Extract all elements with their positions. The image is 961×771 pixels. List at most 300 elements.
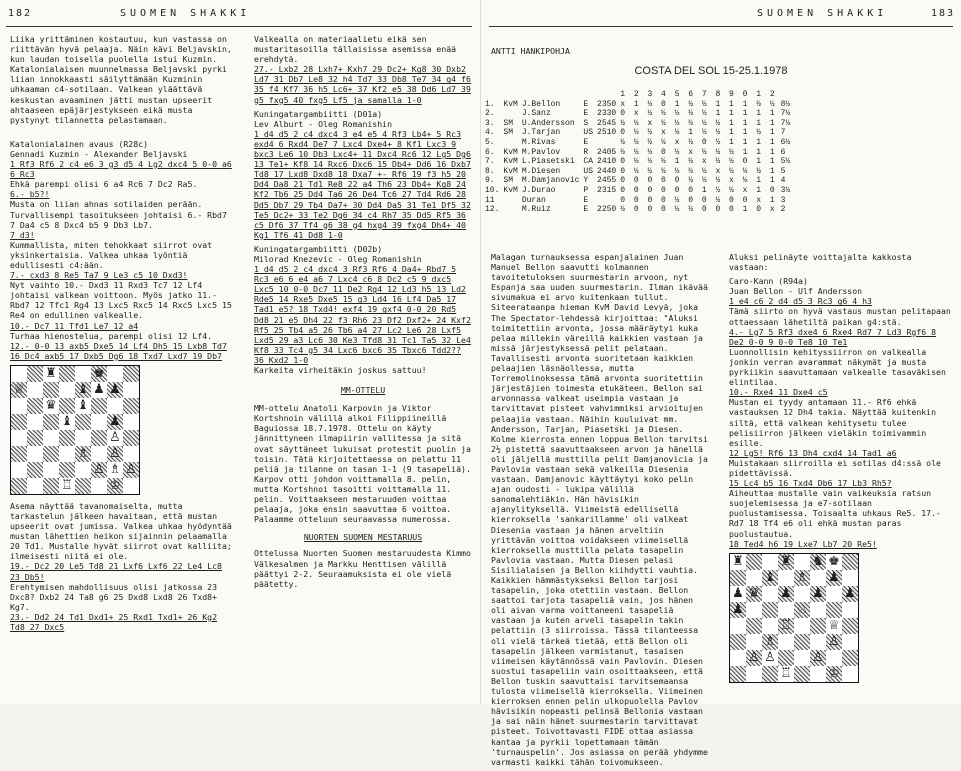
table-cell-pts: 7½ <box>780 109 791 119</box>
board-square <box>75 366 91 382</box>
board-square <box>730 602 746 618</box>
board-square <box>826 586 842 602</box>
table-cell-pts: 2 <box>780 205 786 215</box>
table-cell-c: E <box>583 205 589 215</box>
table-cell-c: E <box>583 99 589 109</box>
players: Milorad Knezevic - Oleg Romanishin <box>254 253 422 264</box>
table-row <box>483 119 792 129</box>
board-square <box>778 554 794 570</box>
table-cell-res: ½ ½ x ½ ½ ½ ½ ½ 1 1 1 1 <box>620 118 777 128</box>
chess-piece-icon: ♚ <box>828 554 840 570</box>
board-square <box>91 446 107 462</box>
table-cell-name: L.Piasetski <box>521 157 575 167</box>
chess-piece-icon: ♚ <box>93 366 105 382</box>
board-square <box>794 586 810 602</box>
chess-piece-icon: ♖ <box>780 618 792 634</box>
players: Gennadi Kuzmin - Alexander Beljavski <box>10 148 188 159</box>
board-square <box>59 478 75 494</box>
board-square <box>746 618 762 634</box>
table-cell-c: E <box>583 137 589 147</box>
table-cell-t <box>501 109 519 119</box>
comment: Erehtymisen mahdollisuus olisi jatkossa 23 Dxc8? Dxb2 24 Ta8 g6 25 Dxd8 Lxd8 26 Txd8+ Kg7. <box>10 581 218 612</box>
board-square <box>91 414 107 430</box>
table-cell-name: U.Andersson <box>521 118 575 128</box>
moves: 1 e4 c6 2 d4 d5 3 Rc3 g6 4 h3 <box>729 296 872 307</box>
board-square <box>746 666 762 682</box>
chess-piece-icon: ♜ <box>45 366 57 382</box>
board-square <box>75 382 91 398</box>
chess-piece-icon: ♟ <box>93 382 105 398</box>
board-square <box>746 586 762 602</box>
board-square <box>842 554 858 570</box>
board-square <box>794 554 810 570</box>
comment: Musta on liian ahnas sotilaiden perään. Turvallisempi tasoitukseen johtaisi 6.- Rbd7 7 Da4 c5 8 Dxc4 b5 9 Db3 Lb7. <box>10 199 227 230</box>
moves: 6.- b5?! <box>10 189 50 200</box>
moves: 19.- Dc2 20 Le5 Td8 21 Lxf6 Lxf6 22 Le4 Lc8 23 Db5! <box>10 561 222 582</box>
chess-piece-icon: ♟ <box>732 586 744 602</box>
board-square <box>123 430 139 446</box>
table-cell-t: SM <box>503 176 514 186</box>
board-square <box>11 430 27 446</box>
table-cell-t: SM <box>503 118 514 128</box>
comment: Mustan ei tyydy antamaan 11.- Rf6 ehkä vastauksen 12 Dh4 takia. Näyttää kuitenkin siltä, että valkean kehitysetu tulee pelisiirron jälkeen vieläkin toimivammin esille. <box>729 397 937 448</box>
table-cell-r: 2455 <box>597 176 617 186</box>
table-cell-c: R <box>583 147 589 157</box>
board-square <box>778 650 794 666</box>
table-cell-r: 2545 <box>597 118 617 128</box>
header-rule <box>489 26 953 27</box>
table-cell-c: S <box>583 118 589 128</box>
table-cell-r: 2315 <box>597 185 617 195</box>
table-cell-pts: 7½ <box>780 118 791 128</box>
table-cell-pts: 3½ <box>780 185 791 195</box>
board-square <box>794 570 810 586</box>
byline: ANTTI HANKIPOHJA <box>491 46 570 56</box>
table-header-row <box>483 90 792 100</box>
moves: 12 Lg5! Rf6 13 Dh4 cxd4 14 Tad1 a6 <box>729 447 897 458</box>
moves: 10.- Rxe4 11 Dxe4 c5 <box>729 387 828 398</box>
board-square <box>75 462 91 478</box>
moves: 23.- Dd2 24 Td1 Dxd1+ 25 Rxd1 Txd1+ 26 Kg2 Td8 27 Dxc5 <box>10 611 218 633</box>
table-cell-n: 4. <box>485 128 495 138</box>
table-cell-res: 0 ½ ½ ½ 1 ½ x ½ ½ 0 1 1 <box>620 157 777 167</box>
board-square <box>59 430 75 446</box>
table-cell-pts: 6 <box>780 147 786 157</box>
board-square <box>11 446 27 462</box>
board-square <box>27 414 43 430</box>
board-square <box>43 446 59 462</box>
table-cell-pts: 5 <box>780 166 786 176</box>
table-cell-name: M.Pavlov <box>521 147 561 157</box>
board-square <box>59 398 75 414</box>
board-square <box>75 430 91 446</box>
board-square <box>746 570 762 586</box>
board-square <box>43 430 59 446</box>
moves: 18 Ted4 h6 19 Lxe7 Lb7 20 Re5! <box>729 538 877 549</box>
moves: 1 d4 d5 2 c4 dxc4 3 e4 e5 4 Rf3 Lb4+ 5 Rc3 exd4 6 Rxd4 De7 7 Lxc4 Dxe4+ 8 Kf1 Lxc3 9 bxc3 Le6 10 Db3 Lxc4+ 11 Dxc4 Rc6 12 Lg5 Dg6 13 Te1+ Kf8 14 Rxc6 Dxc6 15 Db4+ Dd6 16 Dxb7 Td8 17 Lxd8 Dxd8 18 Dxa7 +- Rf6 19 f3 h5 20 Dd4 Da8 21 Td1 Re8 22 a4 Th6 23 Db4+ Kg8 24 Kf2 Tb6 25 Dd4 Ta6 26 De4 Tc6 27 Td4 Rd6 28 Dd5 Db7 29 Tb4 Da7+ 30 Dd4 Da5 31 Te1 Df5 32 Te5 Dc2+ 33 Te2 Dg6 34 c4 Rh7 35 Dd5 Rf5 36 c5 Df6 37 Tf4 g6 38 g4 hxg4 39 fxg4 Dh4+ 40 Kg1 Tf6 41 Dd8 1-0 <box>254 128 471 240</box>
table-cell-res: 0 0 0 0 ½ 0 0 ½ 0 0 x 1 <box>620 195 777 205</box>
board-square <box>91 382 107 398</box>
table-cell-r: 2250 <box>597 205 617 215</box>
board-square <box>794 634 810 650</box>
table-cell-res: 0 x ½ ½ ½ ½ ½ 1 1 1 1 1 <box>620 109 777 119</box>
table-cell-r: 2440 <box>597 166 617 176</box>
table-cell-pts: 6½ <box>780 137 791 147</box>
board-square <box>123 382 139 398</box>
board-square <box>11 462 27 478</box>
chess-piece-icon: ♛ <box>748 586 760 602</box>
table-cell-res: 0 ½ ½ ½ ½ ½ ½ x ½ ½ ½ 1 <box>620 166 777 176</box>
board-square <box>123 446 139 462</box>
board-square <box>123 398 139 414</box>
chess-piece-icon: ♟ <box>812 586 824 602</box>
board-square <box>730 634 746 650</box>
board-square <box>810 666 826 682</box>
board-square <box>27 446 43 462</box>
board-square <box>730 586 746 602</box>
table-cell-res: ½ 0 0 0 ½ ½ 0 0 0 1 0 x <box>620 205 777 215</box>
moves: 1 Rf3 Rf6 2 c4 e6 3 g3 d5 4 Lg2 dxc4 5 0-0 a6 6 Rc3 <box>10 159 232 180</box>
board-square <box>778 618 794 634</box>
chess-piece-icon: ♙ <box>748 650 760 666</box>
board-square <box>826 618 842 634</box>
board-square <box>91 430 107 446</box>
comment: Karkeita virheitäkin joskus sattuu! <box>254 365 427 375</box>
chess-piece-icon: ♙ <box>93 462 105 478</box>
board-square <box>762 650 778 666</box>
board-square <box>794 666 810 682</box>
moves: 15 Lc4 b5 16 Txd4 Db6 17 Lb3 Rh5? <box>729 478 892 489</box>
players: Juan Bellon - Ulf Andersson <box>729 286 863 297</box>
board-square <box>794 602 810 618</box>
chess-piece-icon: ♙ <box>109 446 121 462</box>
board-square <box>778 586 794 602</box>
table-row <box>483 128 792 138</box>
section-title: MM-OTTELU <box>340 385 386 396</box>
table-cell-res: x 1 ½ 0 1 ½ ½ 1 1 1 ½ ½ <box>620 99 777 109</box>
board-square <box>59 366 75 382</box>
table-cell-t: KvM <box>503 166 518 176</box>
board-square <box>794 650 810 666</box>
board-square <box>746 650 762 666</box>
chess-piece-icon: ♝ <box>61 414 73 430</box>
moves: 1 d4 d5 2 c4 dxc4 3 Rf3 Rf6 4 Da4+ Rbd7 5 Rc3 e6 6 e4 a6 7 Lxc4 c6 8 Dc2 c5 9 dxc5 Lxc5 10 0-0 Dc7 11 De2 Rg4 12 Ld3 h5 13 Ld2 Rde5 14 Rxe5 Dxe5 15 g3 Ld4 16 Lf4 Da5 17 Tad1 e5? 18 Txd4! exf4 19 gxf4 0-0 20 Rd5 Dd8 21 e5 Dh4 22 f3 Rh6 23 Df2 Dxf2+ 24 Kxf2 Rf5 25 Tb4 a5 26 Tb6 a4 27 Lc2 Le6 28 Lxf5 Lxd5 29 a3 Lc6 30 Ke3 Tfd8 31 Tc1 Ta5 32 Le4 Kf8 33 Tc4 g5 34 Lxc6 bxc6 35 Tbxc6 Tdd2?? 36 Kxd2 1-0 <box>254 264 471 365</box>
board-square <box>11 398 27 414</box>
comment: Valkealla on materiaalietu eikä sen mustaritasoilla tällaisissa asemissa enää erehdytä. <box>254 34 457 65</box>
table-cell-c: CA <box>583 157 594 167</box>
board-square <box>746 602 762 618</box>
table-cell-r <box>595 138 618 148</box>
board-square <box>762 634 778 650</box>
table-cell-t: KvM <box>503 157 518 167</box>
game-title: Kuningatargambiitti (D01a) <box>254 108 383 119</box>
board-square <box>730 554 746 570</box>
board-square <box>842 634 858 650</box>
table-row <box>483 109 792 119</box>
board-square <box>826 554 842 570</box>
board-square <box>842 586 858 602</box>
board-square <box>794 618 810 634</box>
table-cell-name: J.Sanz <box>521 109 551 119</box>
table-row <box>483 167 792 177</box>
paragraph: Liika yrittäminen kostautuu, kun vastassa on riittävän hyvä pelaaja. Näin kävi Beljavskin, kun laudan toisella puolella istui Kuzmin. Katalonialaisen muunnelmassa Beljavski pyrki liian innokkaasti säilyttämään Kuzminin uhkaaman c4-sotilaan. Valkean yläättävä keskustan avaaminen jätti mustan upseerit ahtaaseen epäjärjestykseen eikä musta pystynyt tilannetta pelastamaan. <box>10 34 232 125</box>
table-cell-t: SM <box>503 128 514 138</box>
board-square <box>75 398 91 414</box>
board-square <box>778 666 794 682</box>
board-square <box>107 398 123 414</box>
table-cell-r: 2330 <box>597 109 617 119</box>
table-row <box>483 157 792 167</box>
board-square <box>43 398 59 414</box>
board-square <box>762 602 778 618</box>
game-title: Katalonialainen avaus (R28c) <box>10 138 149 149</box>
board-square <box>842 650 858 666</box>
chess-piece-icon: ♖ <box>61 478 73 494</box>
table-cell-r: 2510 <box>597 128 617 138</box>
table-cell-res: ½ ½ ½ ½ x ½ 0 ½ 1 1 1 1 <box>620 137 777 147</box>
table-cell-t <box>501 196 519 206</box>
chess-diagram <box>729 553 859 683</box>
board-square <box>11 414 27 430</box>
table-cell-name: M.Rivas <box>521 137 556 147</box>
board-square <box>762 618 778 634</box>
table-cell-n: 11 <box>485 195 495 205</box>
board-square <box>107 478 123 494</box>
table-cell-n: 3. <box>485 118 495 128</box>
table-cell-n: 6. <box>485 147 495 157</box>
table-cell-name: J.Tarjan <box>521 128 561 138</box>
chess-piece-icon: ♗ <box>764 634 776 650</box>
board-square <box>27 478 43 494</box>
paragraph: Malagan turnauksessa espanjalainen Juan Manuel Bellon saavutti kolmannen tavoitetuloksen suurmestarin arvoon, nyt Espanja saa uuden suurmestarin. Ilman ikävää sivumakua ei arvo kuitenkaan tullut. Siteerataanpa hieman KvM David Levyä, joka The Spectator-lehdessä kirjoittaa: "Aluksi toimitettiin arvonta, jossa määräytyi kuka pelaa millekin väreillä kaikkien vastaan ja missä järjestyksessä pelit pelataan. Tavallisesti arvonta suoritetaan kaikkien pelaajien läsnäollessa, mutta Torremolinoksessa tämä arvonta suoritettiin järjestäjien toimesta etukäteen. Bellon sai arvonnassa valkeat useimpia vastaan ja tarvittavat pisteet vahvimmiksi arvioitujen pelaajia vastaan. Näihin kuuluivat mm. Andersson, Tarjan, Piasetski ja Diesen. Kolme kierrosta ennen loppua Bellon tarvitsi 2½ pistettä saavuttaakseen arvon ja hänellä oli jäljellä musttilla pelit Damjanovicia ja Pavlovia vastaan sekä valkeilla Diesenia vastaan. Damjanovic käyttäytyi koko pelin ajan oudosti - lukipa välillä sanomalehtiäkin. Hän hävisikin ajanylityksellä. Viimeistä edellisellä kierroksella 'sankarillamme' oli valkeat Diesenia vastaan ja hänen arveltiin yrittävän voittoa voidakseen viimeisellä kierroksella musttilla pelata tasapelin Pavlovia vastaan. Mutta Diesen pelasi Sisilialaisen ja Bellon kiihdytti vauhtia. Kaikkien hämmästykseksi Bellon tarjosi tasapelin, joka otettiin vastaan. Bellon saattoi tarjota tasapeliä vain, jos hänen oli aivan varma voittaneeni tasapeliä vastaan ja kuten arveli tasapelin takin pelattiin (3 siirroissa. Tässä tilanteessa oli vielä tärkeä tietää, että Bellon oli tasapelin jälkeen varmistanut, tasaisen viimeisen käytännössä vain Pavlovin. Diesen suostui tasapeliin vain osoittaakseen, että Bellon tuskin saavuttaisi tarvitsemaansa tulosta viimeisellä kierroksella. Viimeinen kierroksen ennen pelin ulkopuolella Pavlov hävisikin nopeasti pelinsä Bellonia vastaan ja sai näin hänet suurmestarin tarvittavat pisteet. Toivottavasti FIDE ottaa asiassa kantaa ja pyrkii lopettamaan tämän 'turnauspelin'. Jos asiassa on perää yhdymme varmasti kaikki tähän toivomukseen. <box>491 252 708 767</box>
board-square <box>43 366 59 382</box>
table-row <box>483 196 792 206</box>
chess-piece-icon: ♞ <box>812 554 824 570</box>
chess-piece-icon: ♗ <box>109 462 121 478</box>
board-square <box>11 478 27 494</box>
board-square <box>123 462 139 478</box>
table-cell-res: ½ ½ ½ 0 ½ x ½ ½ ½ 1 1 1 <box>620 147 777 157</box>
table-cell-r <box>595 196 618 206</box>
table-cell-c: E <box>583 195 589 205</box>
table-cell-r: 2410 <box>597 157 617 167</box>
board-square <box>27 366 43 382</box>
table-cell-res: 0 0 0 0 0 ½ ½ ½ x ½ 1 1 <box>620 176 777 186</box>
table-cell-t: KvM <box>503 147 518 157</box>
comment: Ehkä parempi olisi 6 a4 Rc6 7 Dc2 Ra5. <box>10 179 198 190</box>
comment: Aiheuttaa mustalle vain vaikeuksia ratsun suojelemisessa ja e7-sotilaan puolustamisessa. Toisaalta uhkaus Re5. 17.- Rd7 18 Tf4 e6 oli ehkä mustan paras puolustautua. <box>729 488 941 539</box>
board-square <box>107 462 123 478</box>
board-square <box>810 586 826 602</box>
table-cell-pts: 7 <box>780 128 786 138</box>
board-square <box>43 478 59 494</box>
table-cell-n: 12. <box>485 205 500 215</box>
board-square <box>123 478 139 494</box>
chess-piece-icon: ♕ <box>13 382 25 398</box>
chess-piece-icon: ♔ <box>828 666 840 682</box>
board-square <box>842 570 858 586</box>
table-cell-n: 7. <box>485 157 495 167</box>
board-square <box>826 650 842 666</box>
board-square <box>778 634 794 650</box>
board-square <box>730 650 746 666</box>
board-square <box>107 382 123 398</box>
chess-piece-icon: ♗ <box>77 446 89 462</box>
chess-piece-icon: ♛ <box>45 398 57 414</box>
comment: Nyt vaihto 10.- Dxd3 11 Rxd3 Tc7 12 Lf4 johtaisi valkean voittoon. Myös jatko 11.- Rbd7 12 Tfc1 Rg4 13 Lxc5 Rxc5 14 Rxc5 Lxc5 15 Re4 on edullinen valkealle. <box>10 280 232 321</box>
board-square <box>75 478 91 494</box>
table-cell-n: 2. <box>485 109 495 119</box>
moves: 7.- cxd3 8 Re5 Ta7 9 Le3 c5 10 Dxd3! <box>10 270 188 281</box>
table-cell-c: E <box>583 109 589 119</box>
board-square <box>810 634 826 650</box>
table-cell-t <box>501 138 519 148</box>
board-square <box>91 478 107 494</box>
board-square <box>842 602 858 618</box>
chess-piece-icon: ♝ <box>77 398 89 414</box>
table-row <box>483 148 792 158</box>
table-cell-name: M.Ruiz <box>521 205 551 215</box>
table-row <box>483 100 792 110</box>
chess-piece-icon: ♖ <box>780 666 792 682</box>
chess-piece-icon: ♟ <box>109 414 121 430</box>
crosstable <box>483 90 953 215</box>
chess-piece-icon: ♙ <box>764 650 776 666</box>
chess-diagram <box>10 365 140 495</box>
paragraph: Ottelussa Nuorten Suomen mestaruudesta Kimmo Välkesalmen ja Markku Henttisen välillä päättyi 2-2. Seuraamuksista ei ole vielä päätetty. <box>254 548 471 589</box>
board-square <box>778 570 794 586</box>
table-cell-name: J.Durao <box>521 185 556 195</box>
table-row <box>483 176 792 186</box>
moves: 10.- Dc7 11 Tfd1 Le7 12 a4 <box>10 320 139 331</box>
board-square <box>91 462 107 478</box>
board-square <box>59 462 75 478</box>
comment: Luonnollisin kehityssiirron on valkealla jonkin verran avarammat näkymät ja musta pyrkiikin saavuttamaan valkealle tasaväkisen elintilaa. <box>729 346 946 388</box>
page-number: 183 <box>931 8 956 19</box>
page-number: 182 <box>8 8 33 19</box>
board-square <box>59 446 75 462</box>
paragraph: MM-ottelu Anatoli Karpovin ja Viktor Kortshnoin välillä alkoi Filippiineillä Baguiossa 18.7.1978. Ottelu on käyty jännittyneen ilmapiirin vallitessa ja sitä ovat säyttäneet lukuisat protestit puolin ja toisin. Tätä kirjoitettaessa on pelattu 11 peliä ja tilanne on tasan 1-1 (9 tasapeliä). Karpov otti johdon voittamalla 8. pelin, mutta Kortshnoi tasoitti voittamalla 11. pelin. Voittaakseen mestaruuden voittaa pelaaja, joka ensin saavuttaa 6 voittoa. Palaamme otteluun seuraavassa numerossa. <box>254 403 471 525</box>
chess-piece-icon: ♟ <box>109 382 121 398</box>
chess-piece-icon: ♙ <box>125 462 137 478</box>
table-cell-pts: 8½ <box>780 99 791 109</box>
table-cell-pts: 3 <box>780 195 786 205</box>
board-square <box>27 430 43 446</box>
board-square <box>27 462 43 478</box>
board-square <box>826 602 842 618</box>
moves: 7 d3! <box>10 229 35 240</box>
comment: Kummallista, miten tehokkaat siirrot ovat yksinkertaisia. Valkea uhkaa lyöntiä edullisesti c4:ään. <box>10 239 213 270</box>
chess-piece-icon: ♕ <box>828 618 840 634</box>
table-cell-t <box>501 205 519 215</box>
left-column-1 <box>10 34 232 632</box>
chess-piece-icon: ♙ <box>828 634 840 650</box>
chess-piece-icon: ♜ <box>780 554 792 570</box>
board-square <box>123 366 139 382</box>
board-square <box>762 570 778 586</box>
table-cell-t: KvM <box>503 185 518 195</box>
board-square <box>730 570 746 586</box>
board-square <box>91 398 107 414</box>
players: Lev Alburt - Oleg Romanishin <box>254 118 393 129</box>
moves: 27.- Lxb2 28 Lxh7+ Kxh7 29 Dc2+ Kg8 30 Dxb2 Ld7 31 Db7 Le8 32 h4 Td7 33 Db8 Te7 34 g4 f6 35 f4 Kf7 36 h5 Lc6+ 37 Kf2 e5 38 Dd6 Ld7 39 g5 fxg5 40 fxg5 Lf5 ja samalla 1-0 <box>254 64 471 105</box>
running-header: SUOMEN SHAKKI <box>757 8 888 19</box>
table-cell-n: 8. <box>485 166 495 176</box>
chess-piece-icon: ♟ <box>780 586 792 602</box>
right-column-1 <box>491 252 709 771</box>
board-square <box>91 366 107 382</box>
table-cell-name: M.Damjanovic <box>521 176 580 186</box>
board-square <box>123 414 139 430</box>
crosstable-grid <box>483 90 792 215</box>
right-column-2 <box>729 252 953 689</box>
moves: 12.- 0-0 13 axb5 Dxe5 14 Lf4 Dh5 15 Lxb8 Td7 16 Dc4 axb5 17 Dxb5 Dg6 18 Txd7 Lxd7 19 Db7 <box>10 340 227 361</box>
chess-piece-icon: ♙ <box>109 430 121 446</box>
chess-piece-icon: ♗ <box>796 570 808 586</box>
board-square <box>43 462 59 478</box>
board-square <box>826 666 842 682</box>
board-square <box>11 366 27 382</box>
board-square <box>810 570 826 586</box>
table-cell-c: US <box>583 166 594 176</box>
chess-piece-icon: ♟ <box>828 570 840 586</box>
game-title: Kuningatargambiitti (D02b) <box>254 243 383 254</box>
table-cell-n: 5. <box>485 137 495 147</box>
board-square <box>746 634 762 650</box>
board-square <box>762 666 778 682</box>
table-cell-r: 2405 <box>597 147 617 157</box>
chess-piece-icon: ♘ <box>796 602 808 618</box>
table-cell-n: 9. <box>485 176 495 186</box>
table-cell-c: P <box>583 185 589 195</box>
comment: Asema näyttää tavanomaiselta, mutta tarkastelun jälkeen havaitaan, että mustan upseerit ovat jumissa. Valkea uhkaa hyödyntää mustan lähettien heikon sijainnin pelaamalla 20 Td1. Mustalle hyvät siirrot ovat kalliita; ilmeisesti niitä ei ole. <box>10 500 232 562</box>
board-square <box>778 602 794 618</box>
game-title: Caro-Kann (R94a) <box>729 276 808 287</box>
table-cell-c: US <box>583 128 594 138</box>
board-square <box>810 618 826 634</box>
board-square <box>27 382 43 398</box>
board-square <box>810 650 826 666</box>
chess-piece-icon: ♟ <box>844 586 856 602</box>
chess-piece-icon: ♔ <box>109 478 121 494</box>
board-square <box>75 446 91 462</box>
board-square <box>826 634 842 650</box>
comment: Muistakaan siirroilla ei sotilas d4:ssä ole pidettävissä. <box>729 457 941 478</box>
board-square <box>107 366 123 382</box>
table-row <box>483 138 792 148</box>
moves: 4.- Lg7 5 Rf3 dxe4 6 Rxe4 Rd7 7 Ld3 Rgf6 8 De2 0-0 9 0-0 Te8 10 Te1 <box>729 326 937 347</box>
section-title: NUORTEN SUOMEN MESTARUUS <box>303 532 423 543</box>
board-square <box>59 382 75 398</box>
comment: Turhaa hienostelua, parempi olisi 12 Lf4. <box>10 330 213 341</box>
table-cell-pts: 5½ <box>780 157 791 167</box>
board-square <box>842 666 858 682</box>
table-cell-r: 2350 <box>597 99 617 109</box>
chess-piece-icon: ♟ <box>732 602 744 618</box>
board-square <box>730 618 746 634</box>
table-cell-name: M.Diesen <box>521 166 561 176</box>
running-header: SUOMEN SHAKKI <box>120 8 251 19</box>
board-square <box>107 446 123 462</box>
right-page <box>480 0 961 767</box>
left-page <box>0 0 480 704</box>
board-square <box>75 414 91 430</box>
table-cell-pts: 4 <box>780 176 786 186</box>
board-square <box>810 554 826 570</box>
board-square <box>59 414 75 430</box>
table-row <box>483 205 792 215</box>
chess-piece-icon: ♙ <box>812 650 824 666</box>
